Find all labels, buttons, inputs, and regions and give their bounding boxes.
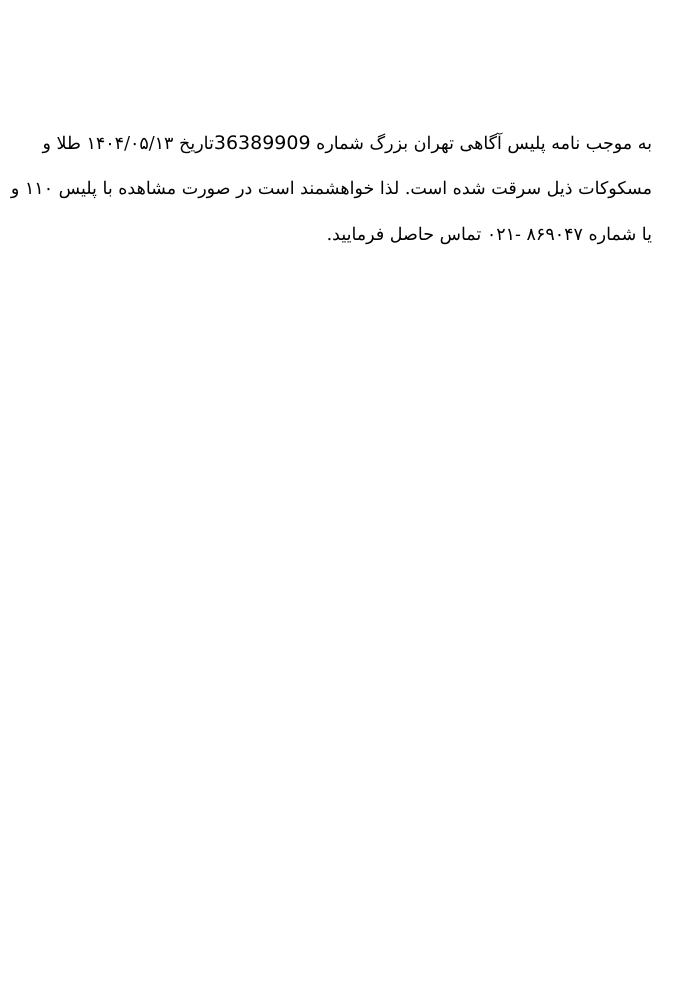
notice-line-3: یا شماره ۸۶۹۰۴۷ -۰۲۱ تماس حاصل فرمایید. <box>326 225 652 245</box>
notice-line-1-suffix: تاریخ ۱۴۰۴/۰۵/۱۳ طلا و <box>42 134 214 154</box>
theft-notice-paragraph <box>10 120 652 258</box>
notice-line-2: مسکوکات ذیل سرقت شده است. لذا خواهشمند است در صورت مشاهده با پلیس ۱۱۰ و <box>10 179 652 199</box>
notice-line-1 <box>42 120 652 166</box>
police-letter-number: 36389909 <box>213 132 311 154</box>
notice-line-1-prefix: به موجب نامه پلیس آگاهی تهران بزرگ شماره <box>316 134 652 154</box>
